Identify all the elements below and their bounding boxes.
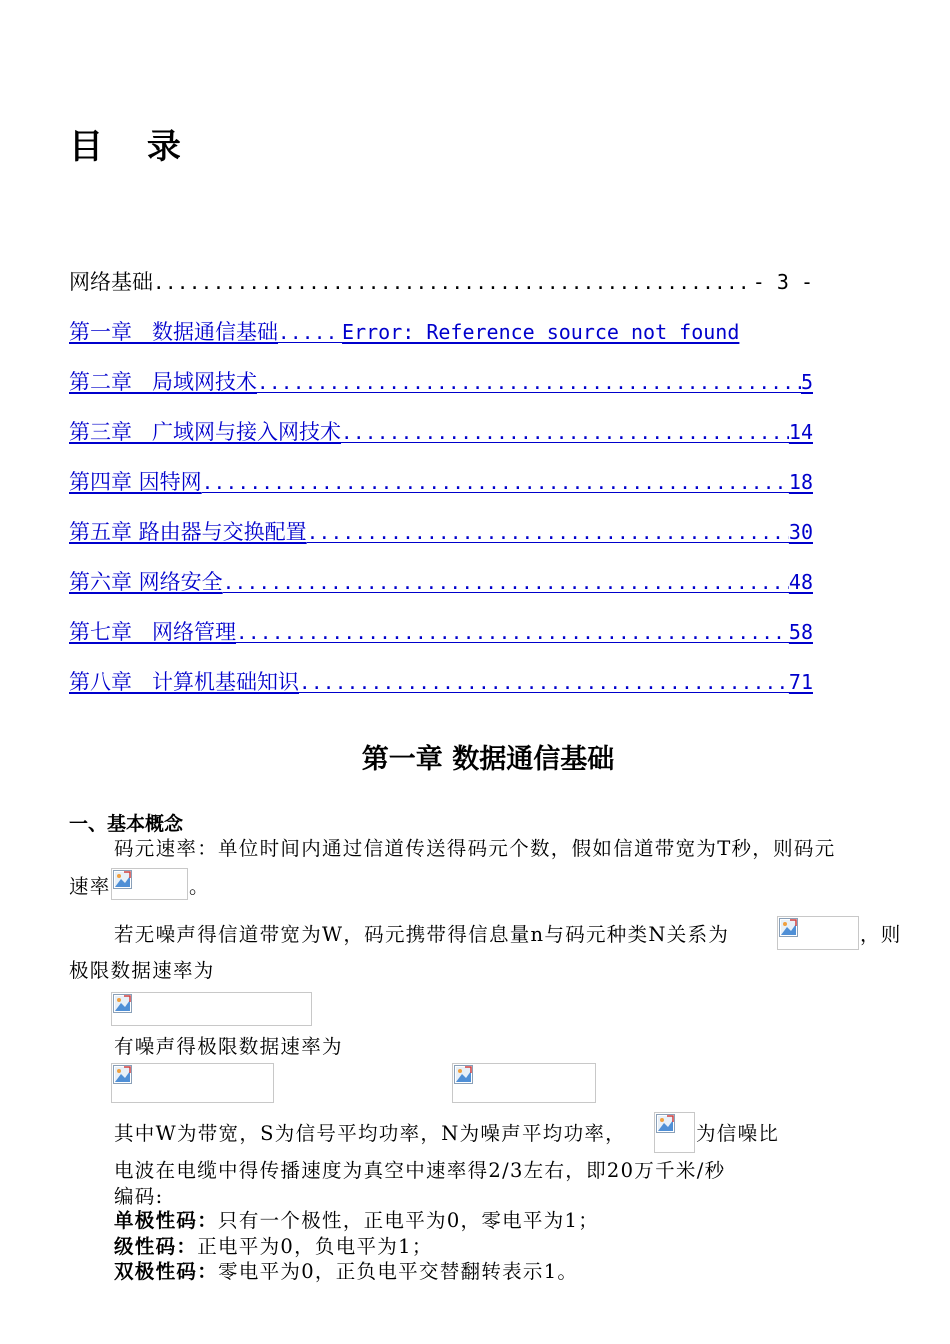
section-title: 一、基本概念 (69, 813, 184, 835)
toc-entry-title: 第三章 广域网与接入网技术 (69, 420, 342, 444)
definition-polar (114, 1234, 433, 1260)
toc-link-chapter-3[interactable] (69, 412, 813, 462)
formula-image-decibel (452, 1063, 596, 1103)
chapter-title: 第一章 数据通信基础 (361, 744, 615, 775)
toc-entry-title: 第六章 网络安全 (69, 570, 223, 594)
toc-entry-page: 48 (788, 570, 813, 594)
toc-leader-dots (278, 313, 342, 353)
paragraph-noiseless-line1-end: ，则 (860, 923, 902, 946)
toc-entry-network-basics (69, 262, 813, 312)
broken-image-icon (656, 1114, 675, 1133)
toc-entry-page: - 3 - (752, 270, 813, 294)
toc-entry-page: 30 (788, 520, 813, 544)
toc-entry-title: 第七章 网络管理 (69, 620, 237, 644)
definition-bipolar (114, 1259, 578, 1285)
toc-entry-page: Error: Reference source not found (342, 320, 740, 344)
definition-term: 双极性码： (114, 1260, 219, 1283)
toc-entry-page: 5 (800, 370, 813, 394)
toc-leader-dots (236, 613, 789, 653)
toc-link-chapter-2[interactable] (69, 362, 813, 412)
toc-entry-page: 18 (788, 470, 813, 494)
toc-leader-dots (153, 263, 753, 303)
paragraph-encoding: 编码: (114, 1185, 164, 1208)
paragraph-where-end: 为信噪比 (696, 1122, 780, 1145)
formula-image-nyquist (111, 992, 312, 1026)
toc-leader-dots (223, 563, 789, 603)
formula-image-snr (654, 1112, 695, 1153)
definition-text: 只有一个极性，正电平为0，零电平为1； (218, 1209, 600, 1232)
definition-term: 单极性码： (114, 1209, 219, 1232)
broken-image-icon (113, 1065, 132, 1084)
toc-heading: 目 录 (69, 127, 197, 167)
toc-link-chapter-6[interactable] (69, 562, 813, 612)
toc-entry-page: 71 (788, 670, 813, 694)
broken-image-icon (113, 870, 132, 889)
toc-link-chapter-1[interactable] (69, 312, 813, 362)
toc-entry-title: 第一章 数据通信基础 (69, 320, 279, 344)
toc-entry-title: 第八章 计算机基础知识 (69, 670, 300, 694)
paragraph-noiseless-line1: 若无噪声得信道带宽为W，码元携带得信息量n与码元种类N关系为 (114, 923, 730, 946)
toc-leader-dots (299, 663, 789, 703)
toc-leader-dots (341, 413, 789, 453)
paragraph-symbol-rate-line1: 码元速率：单位时间内通过信道传送得码元个数，假如信道带宽为T秒，则码元 (114, 837, 836, 860)
definition-text: 零电平为0，正负电平交替翻转表示1。 (218, 1260, 579, 1283)
broken-image-icon (454, 1065, 473, 1084)
toc-entry-page: 14 (788, 420, 813, 444)
definition-unipolar (114, 1208, 599, 1234)
toc-entry-title: 网络基础 (69, 270, 153, 294)
toc-entry-page: 58 (788, 620, 813, 644)
definition-text: 正电平为0，负电平为1； (197, 1235, 433, 1258)
paragraph-noisy-channel: 有噪声得极限数据速率为 (114, 1035, 343, 1058)
toc-entry-title: 第五章 路由器与交换配置 (69, 520, 307, 544)
toc-link-chapter-7[interactable] (69, 612, 813, 662)
definition-term: 级性码： (114, 1235, 198, 1258)
toc-link-chapter-5[interactable] (69, 512, 813, 562)
broken-image-icon (113, 994, 132, 1013)
paragraph-symbol-rate-line2-end: 。 (189, 875, 210, 898)
paragraph-noiseless-line2: 极限数据速率为 (69, 959, 215, 982)
formula-image-shannon (111, 1063, 274, 1103)
toc-link-chapter-8[interactable] (69, 662, 813, 712)
toc-link-chapter-4[interactable] (69, 462, 813, 512)
toc-leader-dots (257, 363, 801, 403)
table-of-contents (69, 262, 813, 712)
paragraph-propagation: 电波在电缆中得传播速度为真空中速率得2/3左右，即20万千米/秒 (114, 1159, 726, 1182)
formula-image-symbol-rate (111, 868, 188, 900)
formula-image-code-relation (777, 916, 859, 950)
paragraph-where: 其中W为带宽，S为信号平均功率，N为噪声平均功率， (114, 1122, 626, 1145)
toc-leader-dots (307, 513, 789, 553)
paragraph-symbol-rate-line2-start: 速率 (69, 875, 111, 898)
toc-entry-title: 第四章 因特网 (69, 470, 202, 494)
broken-image-icon (779, 918, 798, 937)
toc-leader-dots (202, 463, 789, 503)
toc-entry-title: 第二章 局域网技术 (69, 370, 258, 394)
